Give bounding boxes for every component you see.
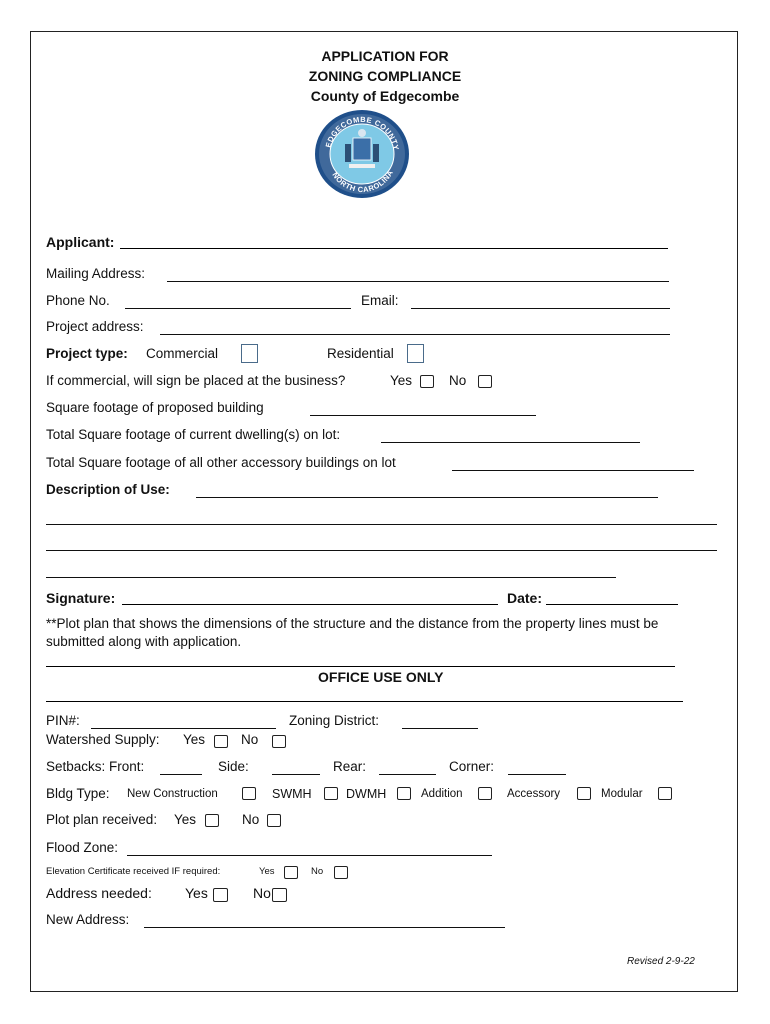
watershed-no-label: No bbox=[241, 732, 259, 747]
new-construction-label: New Construction bbox=[127, 788, 218, 800]
setbacks-corner-label: Corner: bbox=[449, 759, 495, 774]
project-address-field[interactable] bbox=[160, 334, 670, 335]
phone-field[interactable] bbox=[125, 308, 351, 309]
office-divider-bottom bbox=[46, 701, 683, 702]
watershed-yes-label: Yes bbox=[183, 732, 206, 747]
setbacks-rear-field[interactable] bbox=[379, 774, 436, 775]
modular-checkbox[interactable] bbox=[658, 787, 672, 800]
signature-label: Signature: bbox=[46, 590, 116, 606]
pin-label: PIN#: bbox=[46, 713, 80, 728]
dwmh-label: DWMH bbox=[346, 787, 387, 801]
address-needed-yes-checkbox[interactable] bbox=[213, 888, 228, 902]
pin-field[interactable] bbox=[91, 728, 276, 729]
sign-yes-label: Yes bbox=[390, 373, 413, 388]
accessory-label: Accessory bbox=[507, 788, 561, 800]
addition-checkbox[interactable] bbox=[478, 787, 492, 800]
address-needed-no-label: No bbox=[253, 885, 271, 901]
plot-plan-yes-checkbox[interactable] bbox=[205, 814, 219, 827]
description-label: Description of Use: bbox=[46, 482, 170, 497]
addition-label: Addition bbox=[421, 788, 463, 800]
address-needed-yes-label: Yes bbox=[185, 885, 208, 901]
plot-plan-no-checkbox[interactable] bbox=[267, 814, 281, 827]
address-needed-no-checkbox[interactable] bbox=[272, 888, 287, 902]
new-address-field[interactable] bbox=[144, 927, 505, 928]
flood-zone-field[interactable] bbox=[127, 855, 492, 856]
office-use-heading: OFFICE USE ONLY bbox=[318, 669, 444, 685]
watershed-yes-checkbox[interactable] bbox=[214, 735, 228, 748]
title-line-1: APPLICATION FOR bbox=[321, 48, 449, 64]
description-field[interactable] bbox=[196, 497, 658, 498]
accessory-checkbox[interactable] bbox=[577, 787, 591, 800]
svg-text:NORTH CAROLINA: NORTH CAROLINA bbox=[330, 168, 395, 195]
sign-no-checkbox[interactable] bbox=[478, 375, 492, 388]
title-line-3: County of Edgecombe bbox=[310, 88, 460, 104]
setbacks-corner-field[interactable] bbox=[508, 774, 566, 775]
elevation-no-checkbox[interactable] bbox=[334, 866, 348, 879]
commercial-checkbox[interactable] bbox=[241, 344, 258, 363]
description-line-3[interactable] bbox=[46, 550, 717, 551]
swmh-checkbox[interactable] bbox=[324, 787, 338, 800]
revision-date: Revised 2-9-22 bbox=[627, 956, 695, 967]
zoning-district-field[interactable] bbox=[402, 728, 478, 729]
address-needed-label: Address needed: bbox=[46, 885, 152, 901]
watershed-no-checkbox[interactable] bbox=[272, 735, 286, 748]
applicant-field[interactable] bbox=[120, 248, 668, 249]
sign-question: If commercial, will sign be placed at the business? bbox=[46, 373, 346, 388]
mailing-address-label: Mailing Address: bbox=[46, 266, 146, 281]
sign-no-label: No bbox=[449, 373, 467, 388]
elevation-certificate-label: Elevation Certificate received IF required: bbox=[46, 866, 221, 877]
phone-label: Phone No. bbox=[46, 293, 110, 308]
setbacks-rear-label: Rear: bbox=[333, 759, 367, 774]
swmh-label: SWMH bbox=[272, 787, 312, 801]
setbacks-side-label: Side: bbox=[218, 759, 249, 774]
setbacks-front-label: Setbacks: Front: bbox=[46, 759, 145, 774]
commercial-label: Commercial bbox=[146, 346, 219, 361]
plot-plan-yes-label: Yes bbox=[174, 812, 197, 827]
mailing-address-field[interactable] bbox=[167, 281, 669, 282]
email-field[interactable] bbox=[411, 308, 670, 309]
sqft-dwelling-label: Total Square footage of current dwelling(s) on lot: bbox=[46, 427, 341, 442]
plot-plan-note: **Plot plan that shows the dimensions of the structure and the distance from the property lines must be bbox=[46, 616, 659, 631]
county-seal-icon bbox=[313, 108, 411, 200]
elevation-yes-checkbox[interactable] bbox=[284, 866, 298, 879]
elevation-yes-label: Yes bbox=[259, 866, 275, 877]
zoning-district-label: Zoning District: bbox=[289, 713, 380, 728]
setbacks-side-field[interactable] bbox=[272, 774, 320, 775]
new-construction-checkbox[interactable] bbox=[242, 787, 256, 800]
project-address-label: Project address: bbox=[46, 319, 144, 334]
date-label: Date: bbox=[507, 590, 543, 606]
svg-text:EDGECOMBE COUNTY: EDGECOMBE COUNTY bbox=[323, 114, 401, 152]
sqft-dwelling-field[interactable] bbox=[381, 442, 640, 443]
plot-plan-received-label: Plot plan received: bbox=[46, 812, 158, 827]
dwmh-checkbox[interactable] bbox=[397, 787, 411, 800]
title-line-2: ZONING COMPLIANCE bbox=[308, 68, 462, 84]
applicant-label: Applicant: bbox=[46, 234, 115, 250]
plot-plan-no-label: No bbox=[242, 812, 260, 827]
sqft-proposed-field[interactable] bbox=[310, 415, 536, 416]
signature-field[interactable] bbox=[122, 604, 498, 605]
elevation-no-label: No bbox=[311, 866, 324, 877]
sign-yes-checkbox[interactable] bbox=[420, 375, 434, 388]
modular-label: Modular bbox=[601, 788, 643, 800]
email-label: Email: bbox=[361, 293, 399, 308]
office-divider-top bbox=[46, 666, 675, 667]
watershed-label: Watershed Supply: bbox=[46, 732, 160, 747]
residential-label: Residential bbox=[327, 346, 394, 361]
plot-plan-note-2: submitted along with application. bbox=[46, 634, 242, 649]
new-address-label: New Address: bbox=[46, 912, 130, 927]
setbacks-front-field[interactable] bbox=[160, 774, 202, 775]
flood-zone-label: Flood Zone: bbox=[46, 840, 119, 855]
date-field[interactable] bbox=[546, 604, 678, 605]
sqft-proposed-label: Square footage of proposed building bbox=[46, 400, 264, 415]
description-line-2[interactable] bbox=[46, 524, 717, 525]
description-line-4[interactable] bbox=[46, 577, 616, 578]
residential-checkbox[interactable] bbox=[407, 344, 424, 363]
project-type-label: Project type: bbox=[46, 346, 128, 361]
sqft-accessory-field[interactable] bbox=[452, 470, 694, 471]
bldg-type-label: Bldg Type: bbox=[46, 786, 110, 801]
sqft-accessory-label: Total Square footage of all other accessory buildings on lot bbox=[46, 455, 396, 470]
